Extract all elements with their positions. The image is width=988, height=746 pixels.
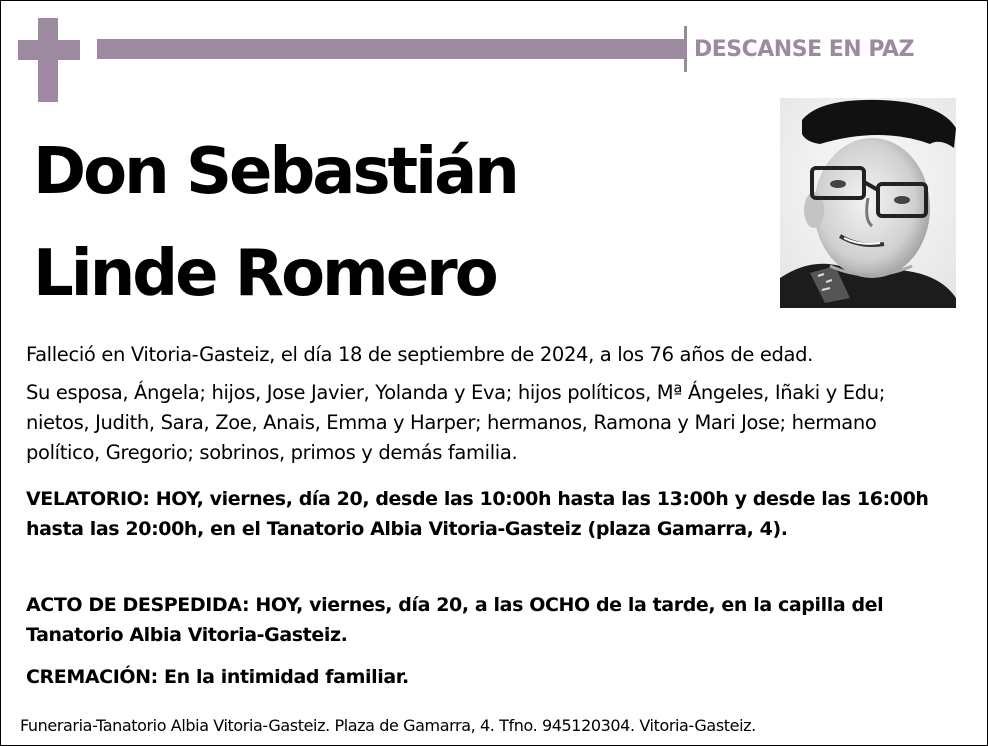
deceased-name-line1: Don Sebastián (33, 135, 517, 209)
farewell-details: ACTO DE DESPEDIDA: HOY, viernes, día 20, a las OCHO de la tarde, en la capilla del Tanatorio Albia Vitoria-Gasteiz. (26, 594, 884, 646)
death-announcement: Falleció en Vitoria-Gasteiz, el día 18 de septiembre de 2024, a los 76 años de edad. (26, 343, 814, 366)
rip-separator (684, 26, 687, 72)
family-list: Su esposa, Ángela; hijos, Jose Javier, Yolanda y Eva; hijos políticos, Mª Ángeles, Iñaki y Edu; nietos, Judith, Sara, Zoe, Anais, Emma y Harper; hermanos, Ramona y Mari Jose; hermano político, Gregorio; sobrinos, primos y demás familia. (26, 381, 885, 464)
cross-vertical-bar (38, 18, 58, 102)
deceased-name-line2: Linde Romero (33, 237, 496, 311)
rip-block (684, 26, 914, 72)
portrait-photo (780, 98, 956, 308)
cross-horizontal-bar (18, 40, 80, 60)
header-band (97, 39, 684, 59)
rip-heading: DESCANSE EN PAZ (694, 36, 914, 62)
cremation-details: CREMACIÓN: En la intimidad familiar. (26, 666, 409, 688)
funeral-home-footer: Funeraria-Tanatorio Albia Vitoria-Gasteiz. Plaza de Gamarra, 4. Tfno. 945120304. Vitoria-Gasteiz. (20, 716, 756, 735)
wake-details: VELATORIO: HOY, viernes, día 20, desde las 10:00h hasta las 13:00h y desde las 16:00h hasta las 20:00h, en el Tanatorio Albia Vitoria-Gasteiz (plaza Gamarra, 4). (26, 488, 929, 540)
